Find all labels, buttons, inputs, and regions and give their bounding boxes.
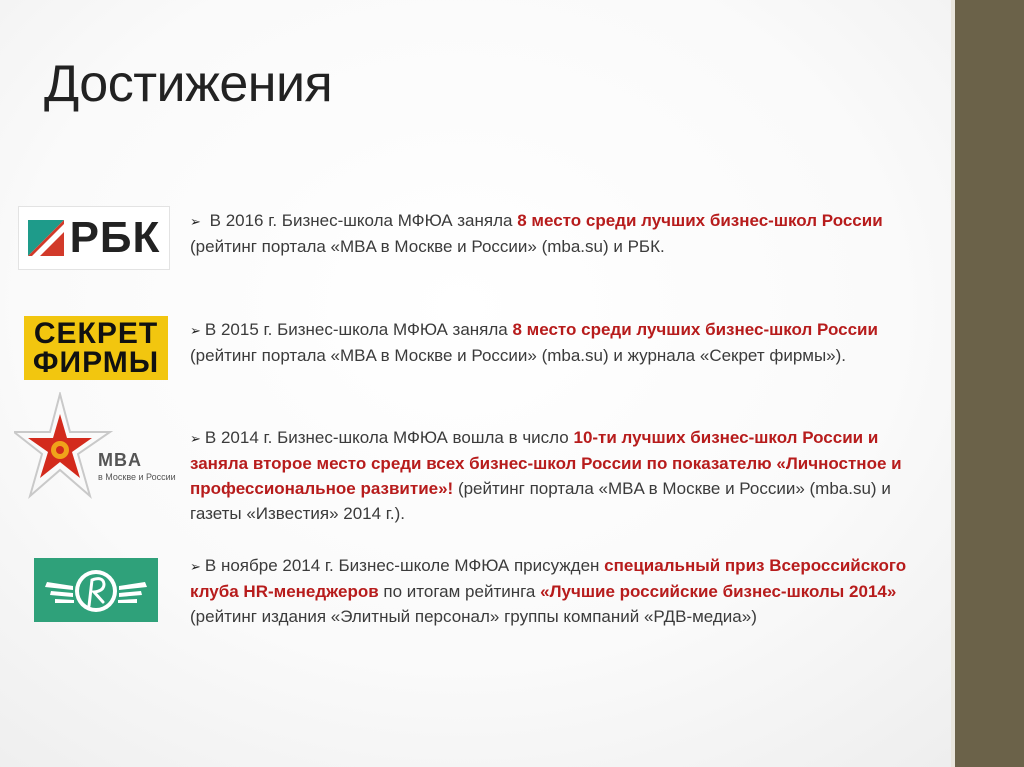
achievement-highlight: специальный приз Всероссийского клуба HR-менеджеров [190,556,907,601]
rbc-logo [18,206,170,270]
achievement-text: (рейтинг портала «MBA в Москве и России» (mba.su) и газеты «Известия» 2014 г.). [190,479,891,523]
achievement-text: (рейтинг портала «MBA в Москве и России» (mba.su) и журнала «Секрет фирмы»). [190,346,847,365]
achievement-text: (рейтинг издания «Элитный персонал» группы компаний «РДВ-медиа») [190,607,757,626]
achievement-2016 [190,208,910,259]
achievement-text: В ноябре 2014 г. Бизнес-школе МФЮА присужден [204,556,605,575]
rbc-logo-text: РБК [69,213,161,262]
secret-firmy-logo [24,316,168,380]
achievement-highlight: 8 место среди лучших бизнес-школ России [512,320,878,339]
achievement-text: (рейтинг портала «MBA в Москве и России» (mba.su) и РБК. [190,237,665,256]
achievement-text: В 2014 г. Бизнес-школа МФЮА вошла в число [204,428,574,447]
bullet-arrow-icon: ➢ [190,559,201,574]
slide-title: Достижения [44,55,333,113]
secret-firmy-line1: СЕКРЕТ [33,317,159,350]
achievement-highlight: 10-ти лучших бизнес-школ России и заняла второе место среди всех бизнес-школ России по показателю «Личностное и профессиональное развитие»! [190,428,902,498]
achievement-text: по итогам рейтинга [378,582,541,601]
achievement-highlight: «Лучшие российские бизнес-школы 2014» [540,582,897,601]
achievement-2014-prize [190,553,910,629]
decorative-side-bar [951,0,1024,767]
bullet-arrow-icon: ➢ [190,323,201,338]
mba-logo [14,392,182,502]
winged-r-icon [37,562,155,618]
achievement-text: В 2015 г. Бизнес-школа МФЮА заняла [204,320,513,339]
achievement-2015 [190,317,910,368]
achievement-2014-ranking [190,425,910,526]
mba-logo-title: MBA [98,450,142,470]
red-star-icon [14,392,114,502]
achievement-highlight: 8 место среди лучших бизнес-школ России [517,211,883,230]
rdv-media-logo [34,558,158,622]
bullet-arrow-icon: ➢ [190,214,201,229]
rbc-mark-icon [28,220,64,256]
secret-firmy-line2: ФИРМЫ [32,346,160,379]
bullet-arrow-icon: ➢ [190,431,201,446]
achievement-text: В 2016 г. Бизнес-школа МФЮА заняла [204,211,518,230]
mba-logo-subtitle: в Москве и России [98,472,176,482]
